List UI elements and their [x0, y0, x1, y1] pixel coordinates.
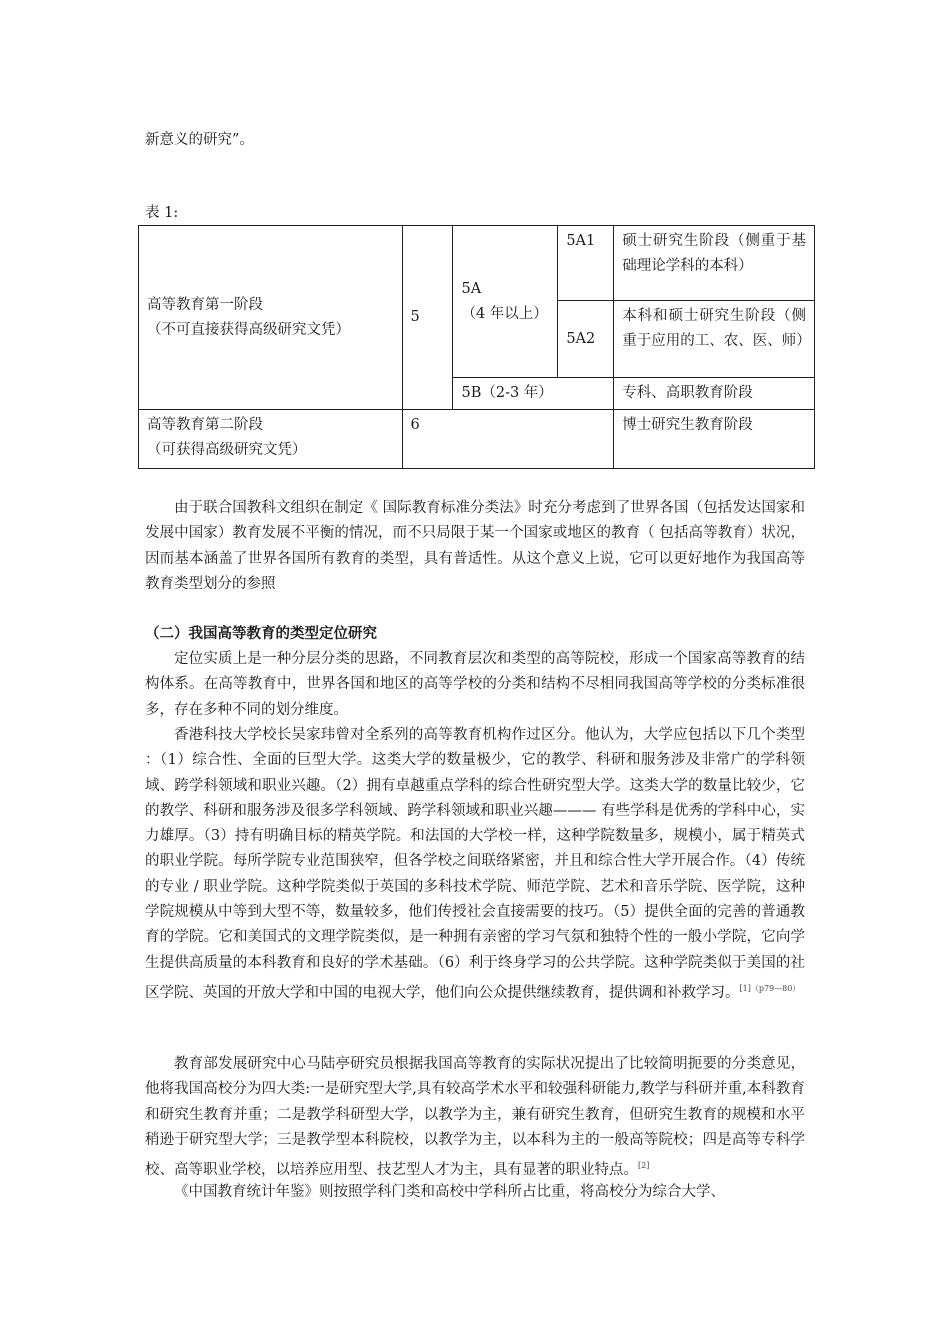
last-line: 《中国教育统计年鉴》则按照学科门类和高校中学科所占比重，将高校分为综合大学、: [174, 1184, 725, 1200]
top-text: 新意义的研究”。: [145, 132, 254, 148]
level-5: 5: [410, 309, 420, 325]
5a1-label: 5A1: [566, 233, 596, 249]
5b-desc: 专科、高职教育阶段: [614, 378, 815, 410]
stage-one-label: 高等教育第一阶段: [147, 296, 263, 313]
5a1-cell: [558, 226, 614, 301]
5a-cell: [453, 226, 558, 378]
ref-2: [2]: [638, 1161, 650, 1171]
5a1-desc: 硕士研究生阶段（侧重于基础理论学科的本科）: [614, 226, 815, 301]
para-ma-text: 教育部发展研究中心马陆亭研究员根据我国高等教育的实际状况提出了比较简明扼要的分类意见，他将我国高校分为四大类:一是研究型大学,具有较高学术水平和较强科研能力,教学与科研并重,本科教育和研究生教育并重；二是教学科研型大学，以教学为主，兼有研究生教育，但研究生教育的规模和水平稍逊于研究型大学；三是教学型本科院校，以教学为主，以本科为主的一般高等院校；四是高等专科学校、高等职业学校，以培养应用型、技艺型人才为主，具有显著的职业特点。: [145, 1056, 805, 1179]
level-6-cell: [402, 410, 614, 469]
5a-note: （4 年以上）: [461, 305, 548, 322]
para-woo: [145, 723, 805, 1006]
stage-one-note: （不可直接获得高级研究文凭）: [147, 321, 350, 338]
para-woo-text: 香港科技大学校长吴家玮曾对全系列的高等教育机构作过区分。他认为，大学应包括以下几个类型 ：（1）综合性、全面的巨型大学。这类大学的数量极少，它的教学、科研和服务涉及非常广的学科领域、跨学科领域和职业兴趣。（2）拥有卓越重点学科的综合性研究型大学。这类大学的数量比较少，它的教学、科研和服务涉及很多学科领域、跨学科领域和职业兴趣——— 有些学科是优秀的学科中心，实力雄厚。（3）持有明确目标的精英学院。和法国的大学校一样，这种学院数量多，规模小，属于精英式的职业学院。每所学院专业范围狭窄，但各学校之间联络紧密，并且和综合性大学开展合作。（4）传统的专业 / 职业学院。这种学院类似于英国的多科技术学院、师范学院、艺术和音乐学院、医学院，这种学院规模从中等到大型不等，数量较多，他们传授社会直接需要的技巧。（5）提供全面的完善的普通教育的学院。它和美国式的文理学院类似，是一种拥有亲密的学习气氛和独特个性的一般小学院，它向学生提供高质量的本科教育和良好的学术基础。（6）利于终身学习的公共学院。这种学院类似于美国的社区学院、英国的开放大学和中国的电视大学，他们向公众提供继续教育，提供调和补救学习。: [145, 727, 805, 1001]
table-caption: 表 1:: [145, 205, 179, 221]
para-unesco: 由于联合国教科文组织在制定《 国际教育标准分类法》时充分考虑到了世界各国（包括发达国家和发展中国家）教育发展不平衡的情况，而不只局限于某一个国家或地区的教育（ 包括高等教育）状况，因而基本涵盖了世界各国所有教育的类型，具有普适性。从这个意义上说，它可以更好地作为我国高等教育类型划分的参照: [145, 500, 805, 592]
5a-label: 5A: [461, 280, 482, 297]
level-6: 6: [410, 417, 420, 433]
para-ma: [145, 1052, 805, 1183]
5a2-label: 5A2: [566, 330, 596, 347]
5a2-desc: 本科和硕士研究生阶段（侧重于应用的工、农、医、师）: [614, 301, 815, 378]
stage-one-cell: [139, 226, 403, 410]
5b-cell: 5B（2-3 年）: [453, 378, 614, 410]
stage-two-note: （可获得高级研究文凭）: [147, 442, 307, 458]
stage-two-desc: 博士研究生教育阶段: [614, 410, 815, 469]
stage-two-cell: [139, 410, 403, 469]
classification-table: [138, 225, 815, 469]
level-5-cell: [402, 226, 453, 410]
stage-two-label: 高等教育第二阶段: [147, 417, 263, 433]
section-heading: （二）我国高等教育的类型定位研究: [145, 626, 377, 642]
ref-1: [1]（p79—80）: [739, 983, 801, 993]
5a2-cell: [558, 301, 614, 378]
para-position: 定位实质上是一种分层分类的思路，不同教育层次和类型的高等院校，形成一个国家高等教育的结构体系。在高等教育中，世界各国和地区的高等学校的分类和结构不尽相同我国高等学校的分类标准很多，存在多种不同的划分维度。: [145, 651, 805, 718]
